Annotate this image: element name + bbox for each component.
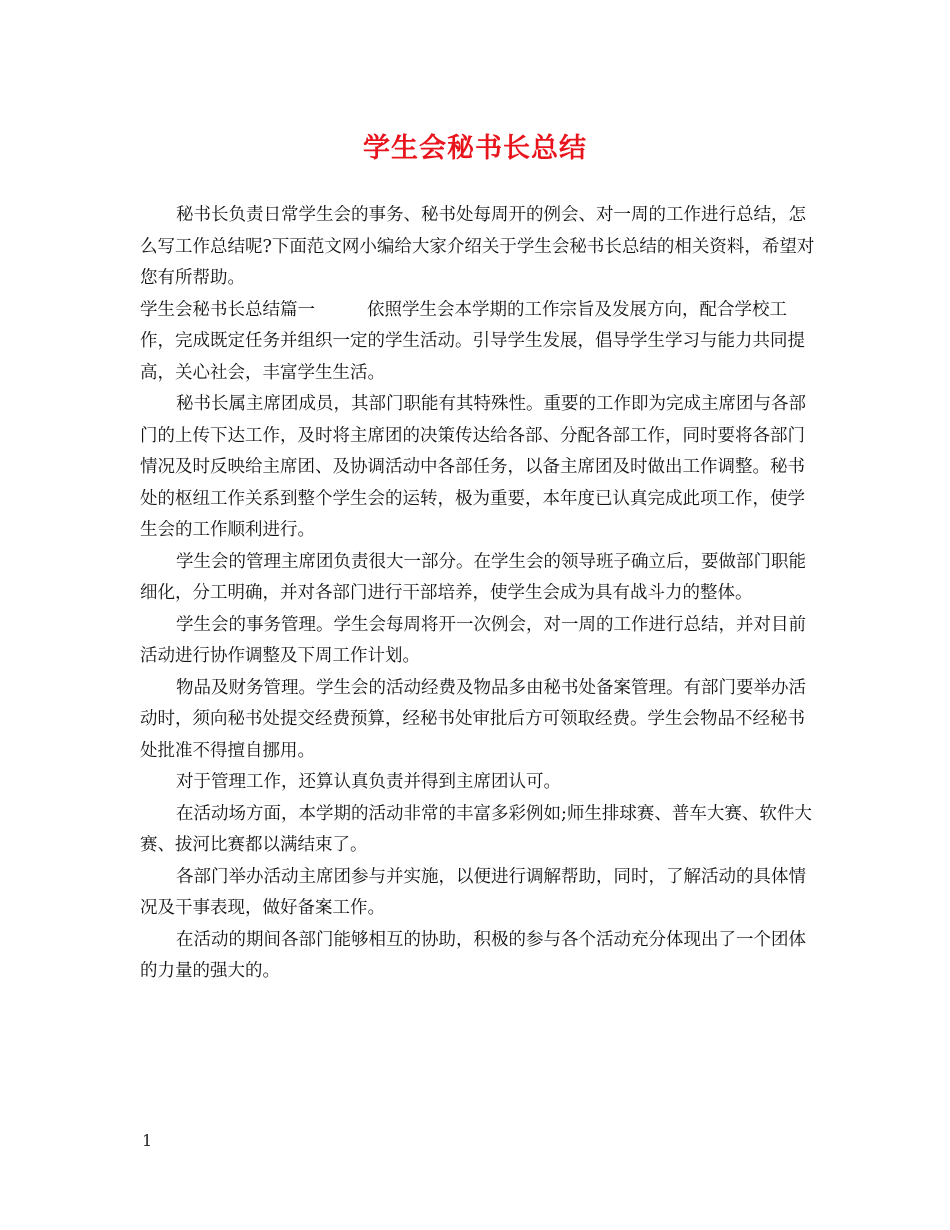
intro-paragraph: 秘书长负责日常学生会的事务、秘书处每周开的例会、对一周的工作进行总结，怎么写工作总结呢?下面范文网小编给大家介绍关于学生会秘书长总结的相关资料，希望对您有所帮助。 (140, 205, 815, 288)
document-title: 学生会秘书长总结 (363, 133, 587, 164)
body-paragraph: 在活动的期间各部门能够相互的协助，积极的参与各个活动充分体现出了一个团体的力量的强大的。 (140, 929, 806, 981)
body-paragraph: 各部门举办活动主席团参与并实施，以便进行调解帮助，同时，了解活动的具体情况及干事表现，做好备案工作。 (140, 866, 806, 918)
section-lead-title: 学生会秘书长总结篇一 (140, 299, 315, 320)
section-lead-text: 依照学生会本学期的工作宗旨及发展方向，配合学校工作，完成既定任务并组织一定的学生活动。引导学生发展，倡导学生学习与能力共同提高，关心社会，丰富学生生活。 (140, 299, 805, 383)
body-paragraph: 物品及财务管理。学生会的活动经费及物品多由秘书处备案管理。有部门要举办活动时，须向秘书处提交经费预算，经秘书处审批后方可领取经费。学生会物品不经秘书处批准不得擅自挪用。 (140, 677, 806, 761)
body-paragraph: 学生会的管理主席团负责很大一部分。在学生会的领导班子确立后，要做部门职能细化，分工明确，并对各部门进行干部培养，使学生会成为具有战斗力的整体。 (140, 551, 806, 603)
body-paragraph: 学生会的事务管理。学生会每周将开一次例会，对一周的工作进行总结，并对目前活动进行协作调整及下周工作计划。 (140, 614, 806, 666)
section-paragraph (140, 295, 820, 390)
body-paragraph: 对于管理工作，还算认真负责并得到主席团认可。 (176, 772, 561, 792)
body-paragraph: 在活动场方面，本学期的活动非常的丰富多彩例如;师生排球赛、普车大赛、软件大赛、拔河比赛都以满结束了。 (140, 803, 812, 855)
body-paragraph: 秘书长属主席团成员，其部门职能有其特殊性。重要的工作即为完成主席团与各部门的上传下达工作，及时将主席团的决策传达给各部、分配各部工作，同时要将各部门情况及时反映给主席团、及协调活动中各部任务，以备主席团及时做出工作调整。秘书处的枢纽工作关系到整个学生会的运转，极为重要，本年度已认真完成此项工作，使学生会的工作顺利进行。 (140, 394, 806, 540)
page-number: 1 (142, 1131, 153, 1150)
document-body (140, 200, 820, 988)
